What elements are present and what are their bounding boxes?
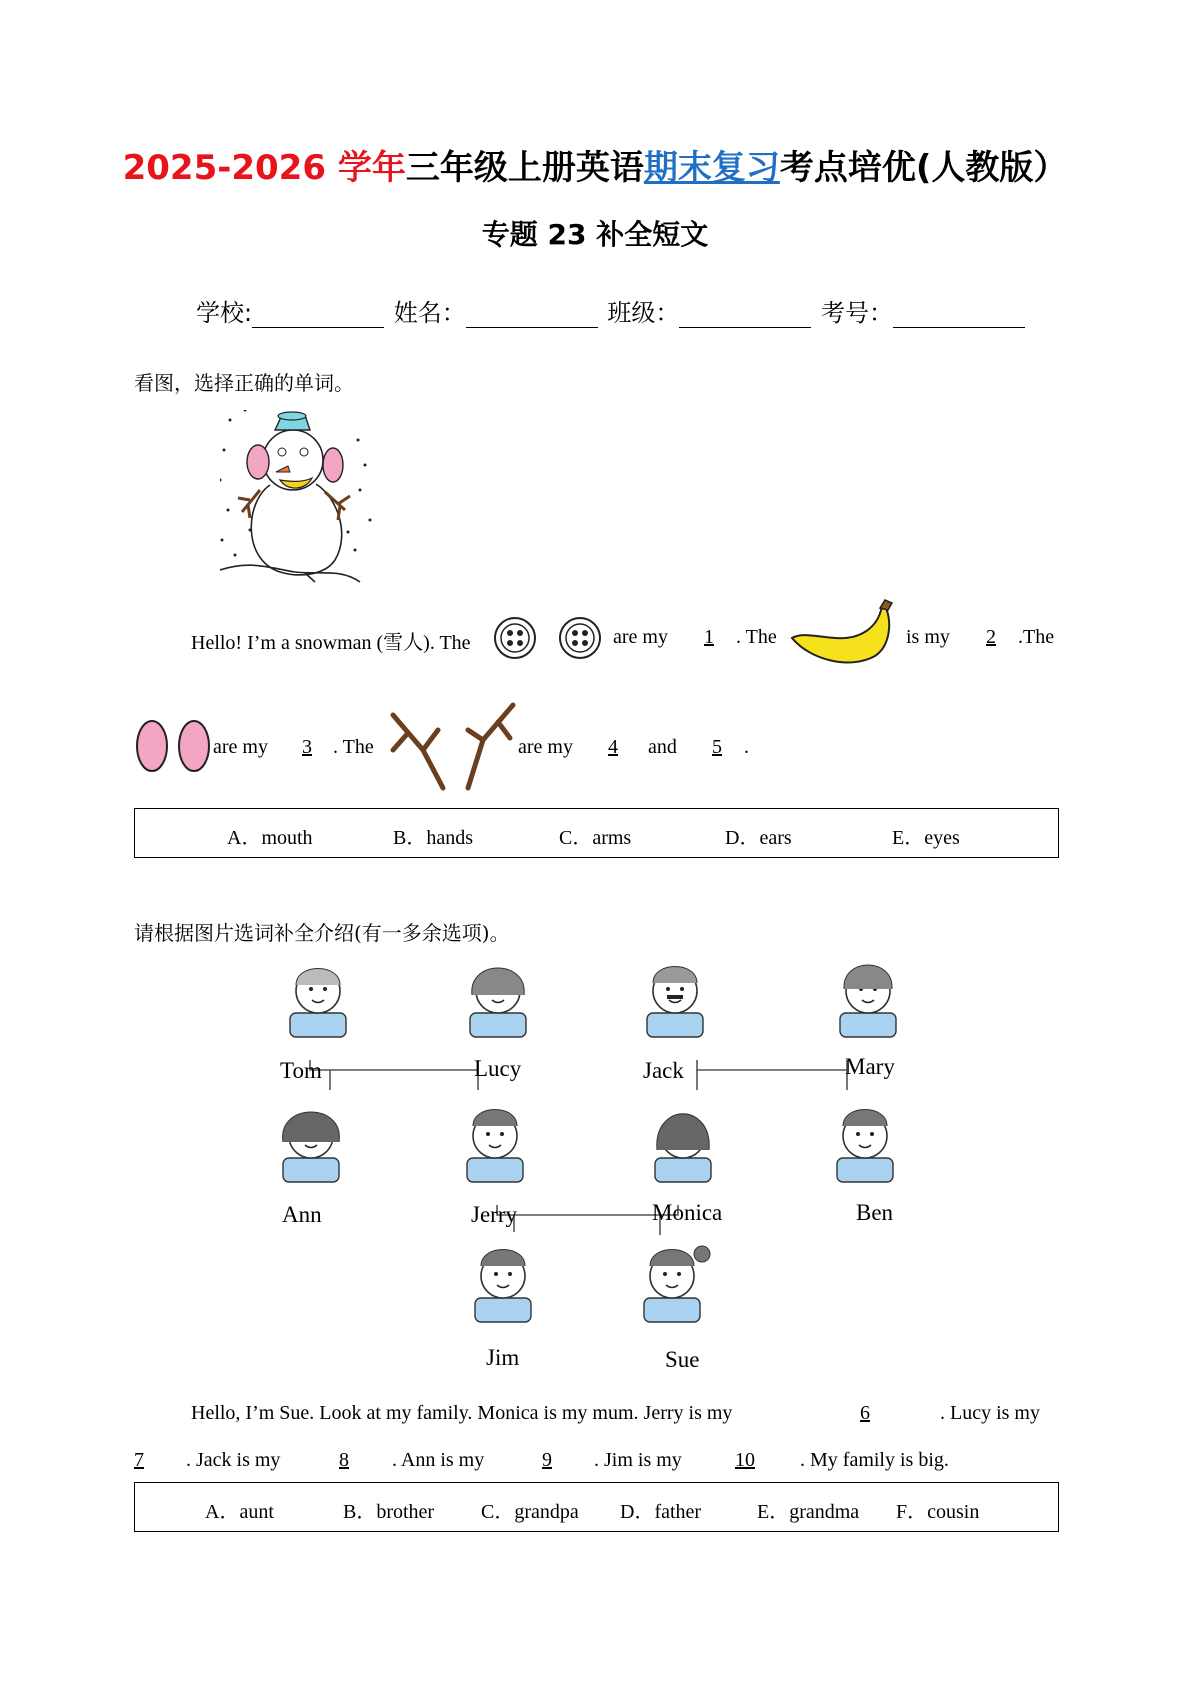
s1-text-a: Hello! I’m a snowman (雪人). The	[191, 632, 471, 654]
option-b[interactable]: B．brother	[343, 1501, 435, 1523]
page-subtitle: 专题 23 补全短文	[481, 218, 709, 251]
name-ben: Ben	[856, 1200, 894, 1225]
family-tree-image	[0, 960, 1190, 1380]
name-tom: Tom	[280, 1058, 322, 1083]
option-d[interactable]: D．father	[620, 1501, 702, 1523]
snowman-image	[220, 410, 380, 585]
name-field[interactable]	[466, 305, 598, 328]
info-row	[196, 293, 1027, 328]
blank-5[interactable]: 5	[712, 736, 722, 758]
s1-text-c: . The	[736, 626, 777, 648]
option-a[interactable]: A．aunt	[205, 1501, 274, 1523]
title-grade: 三年级上册英语	[405, 148, 644, 188]
s1-text-b: are my	[613, 626, 668, 648]
s1-text-e: .The	[1018, 626, 1055, 648]
name-jack: Jack	[643, 1058, 684, 1083]
ears-icon	[134, 716, 214, 776]
button-icon	[555, 616, 605, 660]
name-jerry: Jerry	[471, 1202, 517, 1227]
name-ann: Ann	[282, 1202, 322, 1227]
blank-3[interactable]: 3	[302, 736, 312, 758]
option-c[interactable]: C．grandpa	[481, 1501, 579, 1523]
branches-icon	[388, 700, 518, 792]
blank-8[interactable]: 8	[339, 1449, 349, 1471]
option-b[interactable]: B．hands	[393, 827, 473, 849]
name-sue: Sue	[665, 1347, 700, 1372]
title-review: 期末复习	[643, 148, 780, 188]
blank-4[interactable]: 4	[608, 736, 618, 758]
name-mary: Mary	[845, 1054, 895, 1079]
title-edition: 考点培优(人教版）	[779, 148, 1068, 188]
blank-9[interactable]: 9	[542, 1449, 552, 1471]
name-lucy: Lucy	[474, 1056, 522, 1081]
school-field[interactable]	[252, 305, 384, 328]
options-box-2	[134, 1482, 1059, 1532]
option-e[interactable]: E．grandma	[757, 1501, 860, 1523]
p1-text-a: Hello, I’m Sue. Look at my family. Monica is my mum. Jerry is my	[191, 1402, 733, 1424]
blank-1[interactable]: 1	[704, 626, 714, 648]
s2-text-b: . The	[333, 736, 374, 758]
p2-text-a: . Jack is my	[186, 1449, 281, 1471]
options-box-1	[134, 808, 1059, 858]
button-icon	[490, 616, 540, 660]
s1-text-d: is my	[906, 626, 950, 648]
option-f[interactable]: F．cousin	[896, 1501, 980, 1523]
title-year: 2025-2026 学年	[122, 148, 406, 188]
blank-7[interactable]: 7	[134, 1449, 144, 1471]
section2-instruction: 请根据图片选词补全介绍(有一多余选项)。	[134, 921, 510, 945]
name-label: 姓名：	[393, 299, 466, 327]
blank-10[interactable]: 10	[735, 1449, 755, 1471]
p2-text-d: . My family is big.	[800, 1449, 949, 1471]
p1-text-b: . Lucy is my	[940, 1402, 1040, 1424]
s2-text-a: are my	[213, 736, 268, 758]
option-e[interactable]: E．eyes	[892, 827, 960, 849]
class-field[interactable]	[679, 305, 811, 328]
section1-instruction: 看图，选择正确的单词。	[134, 371, 354, 395]
option-c[interactable]: C．arms	[559, 827, 632, 849]
s2-text-c: are my	[518, 736, 573, 758]
banana-icon	[790, 598, 900, 673]
s2-text-d: and	[648, 736, 677, 758]
number-label: 考号：	[821, 299, 894, 327]
name-jim: Jim	[486, 1345, 520, 1370]
option-a[interactable]: A．mouth	[227, 827, 313, 849]
option-d[interactable]: D．ears	[725, 827, 792, 849]
s2-text-e: .	[744, 736, 749, 758]
p2-text-b: . Ann is my	[392, 1449, 485, 1471]
school-label: 学校:	[196, 299, 253, 327]
p2-text-c: . Jim is my	[594, 1449, 682, 1471]
class-label: 班级：	[607, 299, 680, 327]
blank-6[interactable]: 6	[860, 1402, 870, 1424]
name-monica: Monica	[652, 1200, 723, 1225]
page-title	[0, 140, 1190, 189]
blank-2[interactable]: 2	[986, 626, 996, 648]
number-field[interactable]	[893, 305, 1025, 328]
